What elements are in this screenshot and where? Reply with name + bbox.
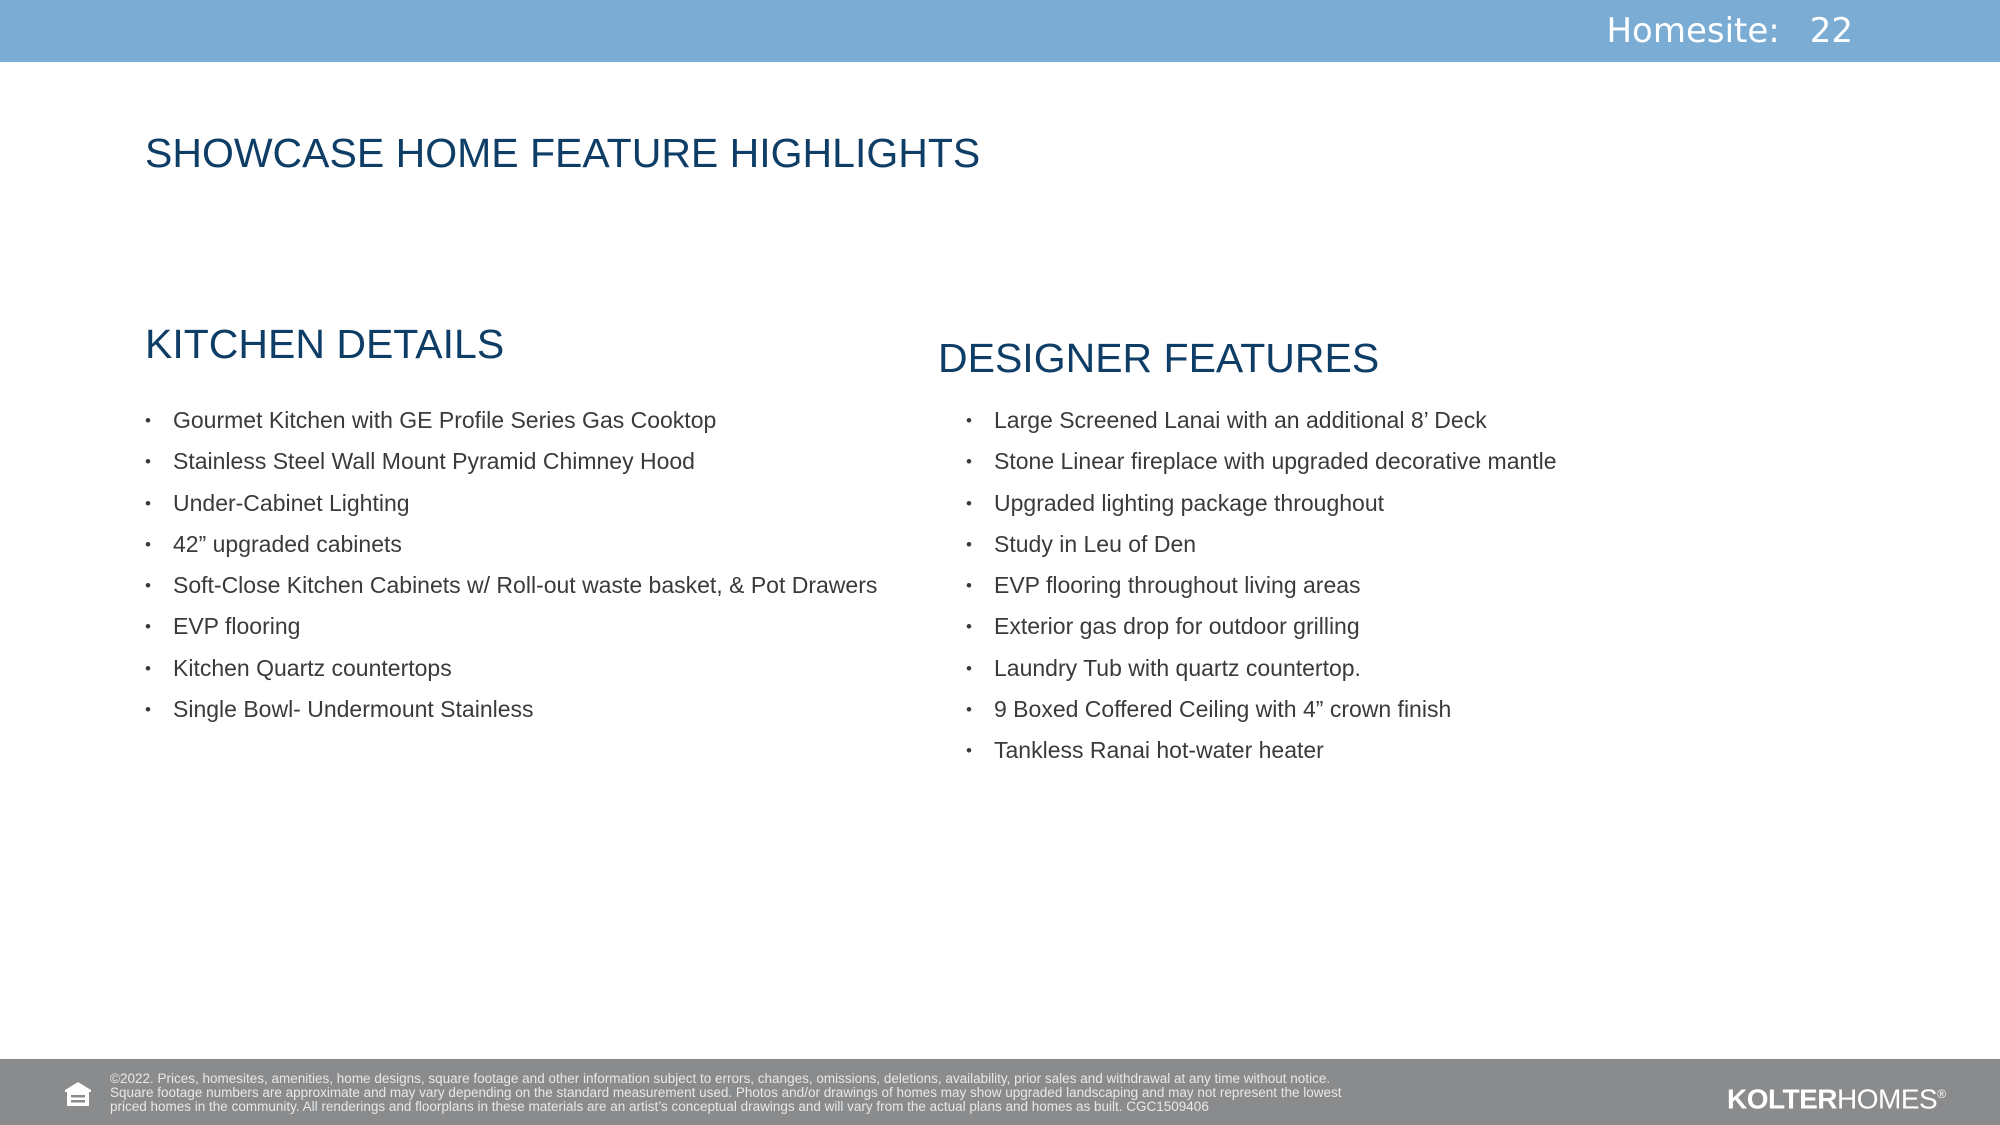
feature-text: EVP flooring <box>173 613 301 640</box>
feature-text: Study in Leu of Den <box>994 530 1197 557</box>
list-item <box>966 648 1557 689</box>
feature-text: Tankless Ranai hot-water heater <box>994 737 1324 764</box>
feature-text: Upgraded lighting package throughout <box>994 489 1385 516</box>
footer-bar <box>0 1059 2000 1125</box>
bullet: • <box>966 576 972 596</box>
bullet: • <box>145 658 151 678</box>
feature-text: Gourmet Kitchen with GE Profile Series Gas Cooktop <box>173 407 717 433</box>
feature-text: 42” upgraded cabinets <box>173 530 402 557</box>
brand-regular-text: HOMES <box>1837 1083 1938 1115</box>
bullet: • <box>145 411 151 430</box>
bullet: • <box>145 700 151 720</box>
list-item <box>966 689 1557 730</box>
list-item <box>145 606 877 647</box>
disclaimer-line: ©2022. Prices, homesites, amenities, home designs, square footage and other information subject to errors, changes, omissions, deletions, availability, prior sales and withdrawal at any time without notice. <box>110 1072 1331 1086</box>
list-item <box>145 648 877 689</box>
list-item <box>145 524 877 565</box>
feature-text: Single Bowl- Undermount Stainless <box>173 696 534 723</box>
bullet: • <box>966 741 972 761</box>
bullet: • <box>145 576 151 596</box>
homesite-label: Homesite: <box>1606 11 1780 51</box>
feature-text: Large Screened Lanai with an additional 8’ Deck <box>994 407 1487 433</box>
list-item <box>966 606 1557 647</box>
bullet: • <box>145 452 151 472</box>
feature-text: Stainless Steel Wall Mount Pyramid Chimney Hood <box>173 448 695 475</box>
bullet: • <box>145 617 151 637</box>
list-item <box>145 400 877 441</box>
homesite-indicator <box>1606 8 1853 54</box>
feature-text: Exterior gas drop for outdoor grilling <box>994 613 1360 640</box>
list-item <box>145 689 877 730</box>
designer-section-title: DESIGNER FEATURES <box>938 335 1380 381</box>
bullet: • <box>966 452 972 472</box>
bullet: • <box>966 617 972 637</box>
feature-text: EVP flooring throughout living areas <box>994 572 1361 599</box>
header-bar <box>0 0 2000 62</box>
bullet: • <box>966 411 972 430</box>
list-item <box>966 565 1557 606</box>
list-item <box>966 400 1557 441</box>
list-item <box>966 730 1557 771</box>
feature-text: Laundry Tub with quartz countertop. <box>994 654 1361 681</box>
feature-text: 9 Boxed Coffered Ceiling with 4” crown finish <box>994 696 1452 723</box>
page-title: SHOWCASE HOME FEATURE HIGHLIGHTS <box>145 130 981 176</box>
list-item <box>145 483 877 524</box>
bullet: • <box>145 534 151 554</box>
bullet: • <box>966 534 972 554</box>
brand-bold-text: KOLTER <box>1727 1083 1838 1115</box>
list-item <box>966 524 1557 565</box>
list-item <box>966 483 1557 524</box>
designer-feature-list <box>966 400 1557 772</box>
bullet: • <box>966 493 972 513</box>
bullet: • <box>145 493 151 513</box>
feature-text: Soft-Close Kitchen Cabinets w/ Roll-out waste basket, & Pot Drawers <box>173 572 878 599</box>
equal-housing-icon <box>63 1079 93 1109</box>
list-item <box>145 565 877 606</box>
list-item <box>145 441 877 482</box>
disclaimer-line: priced homes in the community. All renderings and floorplans in these materials are an artist’s conceptual drawings and will vary from the actual plans and homes as built. CGC1509406 <box>110 1100 1209 1114</box>
feature-text: Under-Cabinet Lighting <box>173 489 410 516</box>
bullet: • <box>966 658 972 678</box>
homesite-number: 22 <box>1809 11 1853 51</box>
feature-text: Stone Linear fireplace with upgraded decorative mantle <box>994 448 1557 475</box>
legal-disclaimer <box>110 1072 1720 1114</box>
list-item <box>966 441 1557 482</box>
feature-text: Kitchen Quartz countertops <box>173 654 452 681</box>
bullet: • <box>966 700 972 720</box>
disclaimer-line: Square footage numbers are approximate and may vary depending on the standard measurement used. Photos and/or drawings of homes may show upgraded landscaping and may not represent the lowest <box>110 1086 1342 1100</box>
registered-mark: ® <box>1937 1087 1946 1101</box>
kitchen-feature-list <box>145 400 877 730</box>
kitchen-section-title: KITCHEN DETAILS <box>145 321 505 367</box>
kolter-homes-logo <box>1727 1078 1946 1115</box>
